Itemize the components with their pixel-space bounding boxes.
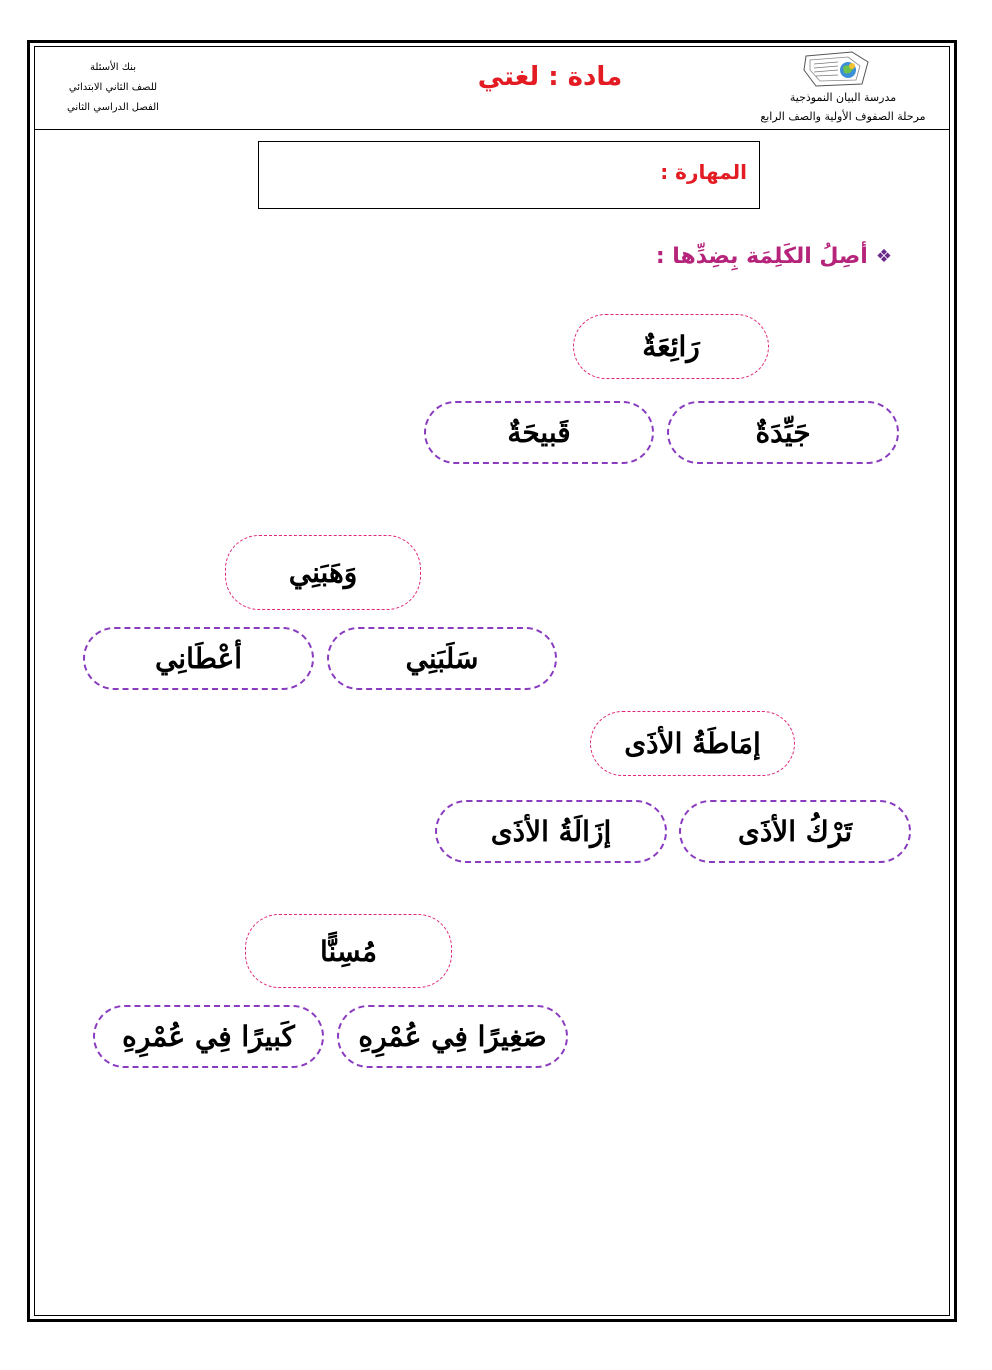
skill-label: المهارة : [660,160,747,184]
semester-label: الفصل الدراسي الثاني [67,102,159,113]
question-2-word: وَهَبَنِي [225,535,421,610]
question-4-option-2[interactable]: كَبيرًا فِي عُمْرِهِ [93,1005,324,1068]
school-stage: مرحلة الصفوف الأولية والصف الرابع [760,110,926,123]
header-right-info [740,88,946,126]
instruction [656,244,892,269]
header-left-info [48,58,178,118]
question-3-word: إمَاطَةُ الأذَى [590,711,795,776]
school-name: مدرسة البيان النموذجية [789,91,897,104]
instruction-text: أصِلُ الكَلِمَة بِضِدِّها : [655,244,868,269]
school-logo [802,48,872,90]
question-4-option-1[interactable]: صَغِيرًا فِي عُمْرِهِ [337,1005,568,1068]
grade-label: للصف الثاني الابتدائي [68,82,158,93]
question-1-option-2[interactable]: قَبيحَةٌ [424,401,654,464]
header-divider [34,129,950,130]
diamond-bullet-icon: ❖ [875,246,892,267]
question-1-word: رَائِعَةٌ [573,314,769,379]
question-4-word: مُسِنًّا [245,914,452,988]
question-2-option-1[interactable]: سَلَبَنِي [327,627,557,690]
question-2-option-2[interactable]: أعْطَانِي [83,627,314,690]
question-3-option-1[interactable]: تَرْكُ الأذَى [679,800,911,863]
question-bank-label: بنك الأسئلة [90,62,136,73]
skill-box [258,141,760,209]
subject-title: مادة : لغتي [477,62,623,92]
question-3-option-2[interactable]: إزَالَةُ الأذَى [435,800,667,863]
question-1-option-1[interactable]: جَيِّدَةٌ [667,401,899,464]
